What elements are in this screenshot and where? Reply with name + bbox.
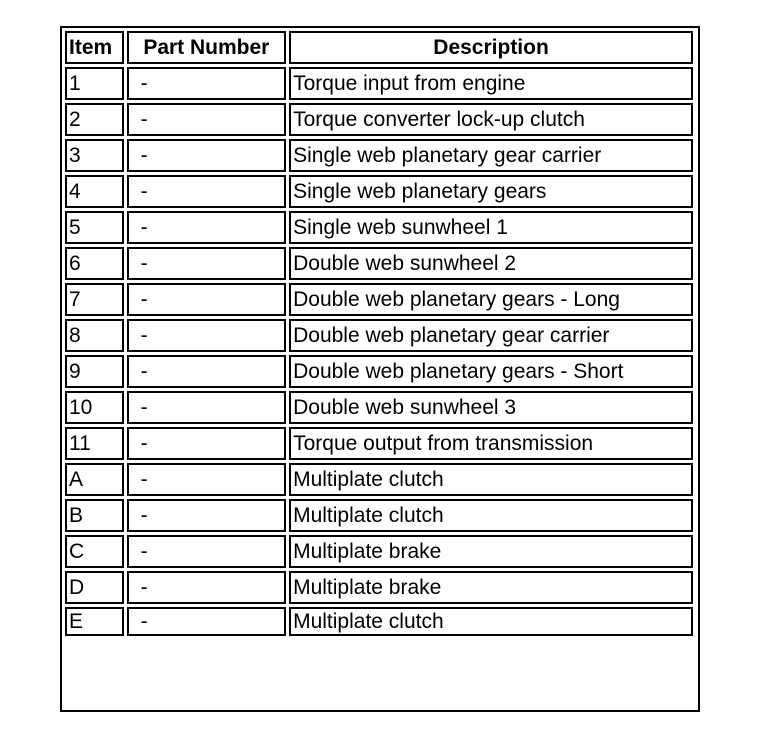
cell-description: Single web planetary gear carrier [289,139,693,172]
cell-item: 6 [65,247,124,280]
table-row [65,175,693,208]
cell-description: Double web sunwheel 3 [289,391,693,424]
table-row [65,139,693,172]
cell-description: Multiplate clutch [289,499,693,532]
cell-item: 7 [65,283,124,316]
table-row [65,571,693,604]
cell-description: Double web planetary gears - Short [289,355,693,388]
table-row [65,67,693,100]
table-row [65,355,693,388]
cell-description: Single web sunwheel 1 [289,211,693,244]
cell-part-number: - [127,427,287,460]
table-header-row [65,31,693,64]
cell-part-number: - [127,139,287,172]
header-part-number: Part Number [127,31,287,64]
cell-description: Multiplate brake [289,535,693,568]
parts-table [62,28,696,639]
table-row [65,211,693,244]
cell-item: 1 [65,67,124,100]
cell-item: 8 [65,319,124,352]
cell-description: Multiplate brake [289,571,693,604]
cell-item: B [65,499,124,532]
cell-part-number: - [127,319,287,352]
cell-description: Torque converter lock-up clutch [289,103,693,136]
cell-part-number: - [127,391,287,424]
cell-item: 5 [65,211,124,244]
cell-item: C [65,535,124,568]
cell-part-number: - [127,571,287,604]
cell-part-number: - [127,175,287,208]
cell-description: Multiplate clutch [289,463,693,496]
cell-part-number: - [127,607,287,636]
cell-part-number: - [127,499,287,532]
cell-item: A [65,463,124,496]
cell-description: Double web planetary gears - Long [289,283,693,316]
table-row [65,283,693,316]
cell-description: Single web planetary gears [289,175,693,208]
cell-part-number: - [127,247,287,280]
cell-description: Double web sunwheel 2 [289,247,693,280]
cell-description: Torque output from transmission [289,427,693,460]
table-row [65,535,693,568]
cell-part-number: - [127,283,287,316]
table-row [65,607,693,636]
cell-part-number: - [127,535,287,568]
header-item: Item [65,31,124,64]
cell-part-number: - [127,211,287,244]
cell-item: 11 [65,427,124,460]
cell-description: Multiplate clutch [289,607,693,636]
table-row [65,103,693,136]
table-row [65,319,693,352]
cell-part-number: - [127,463,287,496]
cell-item: 4 [65,175,124,208]
cell-item: 3 [65,139,124,172]
cell-item: 2 [65,103,124,136]
cell-description: Torque input from engine [289,67,693,100]
cell-item: D [65,571,124,604]
cell-item: 9 [65,355,124,388]
header-description: Description [289,31,693,64]
cell-item: 10 [65,391,124,424]
table-row [65,427,693,460]
cell-part-number: - [127,67,287,100]
cell-part-number: - [127,103,287,136]
table-row [65,463,693,496]
cell-description: Double web planetary gear carrier [289,319,693,352]
table-row [65,391,693,424]
table-row [65,499,693,532]
parts-table-frame [60,26,700,712]
cell-item: E [65,607,124,636]
table-row [65,247,693,280]
cell-part-number: - [127,355,287,388]
